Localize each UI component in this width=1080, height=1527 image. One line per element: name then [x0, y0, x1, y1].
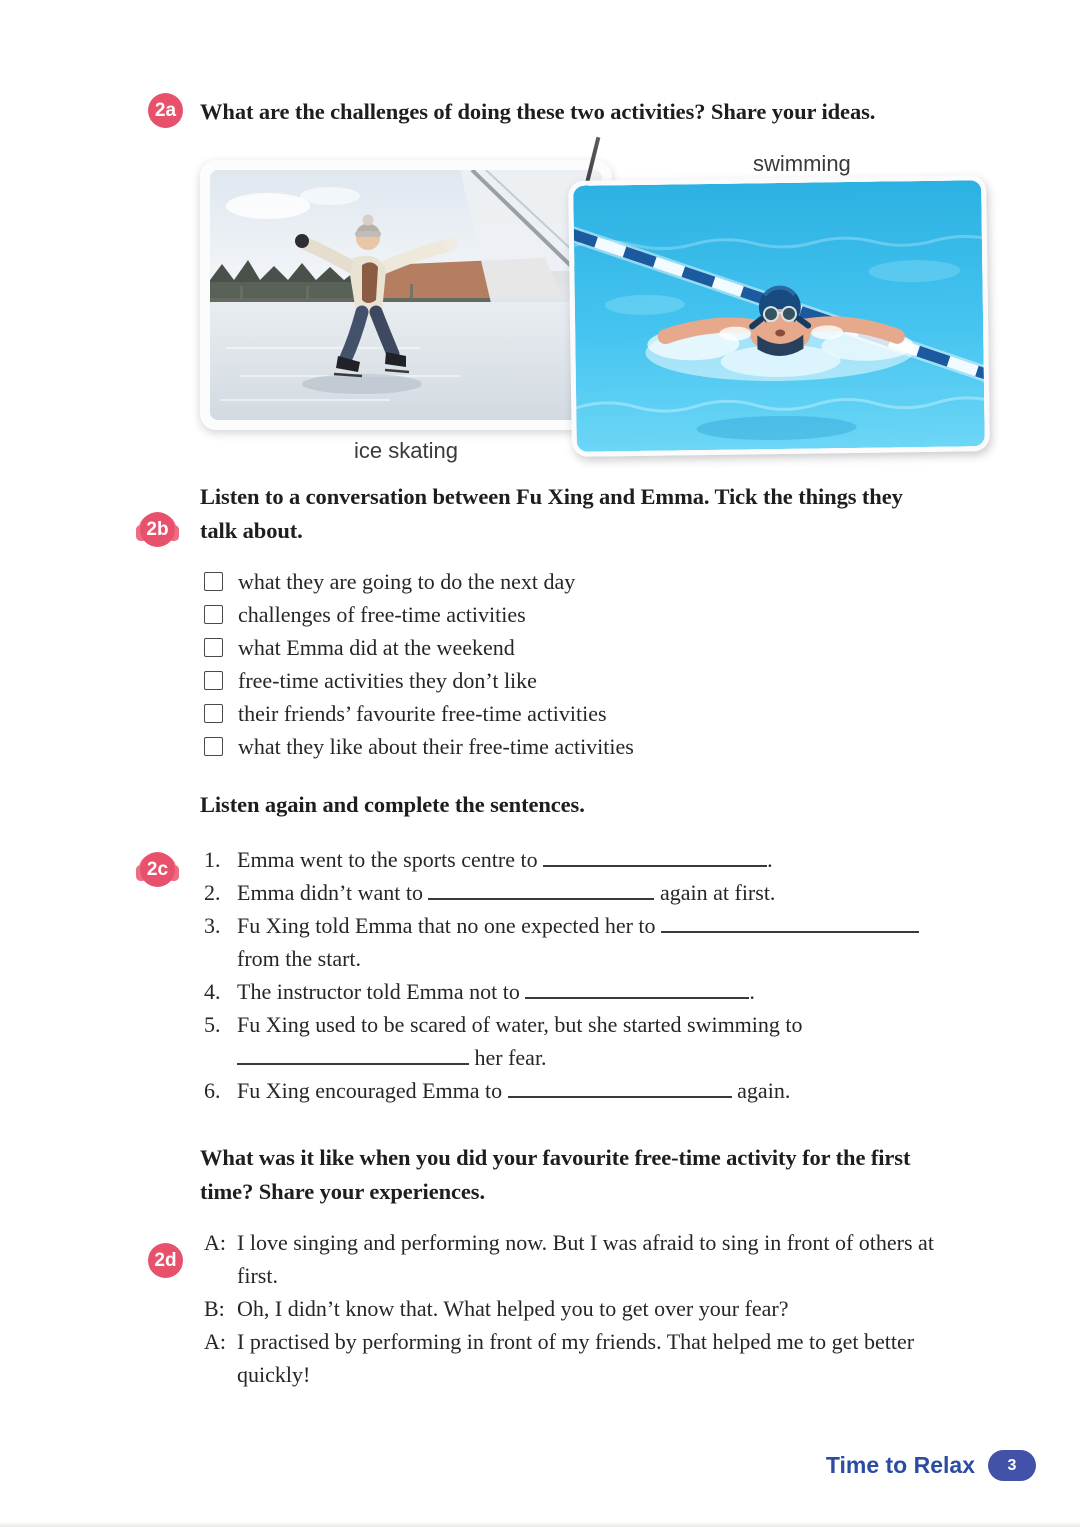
sentence-body [237, 1074, 1017, 1107]
sentence-text: Fu Xing encouraged Emma to [237, 1078, 508, 1103]
section-badge-2b-group [140, 512, 175, 547]
sentence [204, 975, 1017, 1008]
checklist-item [204, 697, 634, 730]
answer-blank [508, 1082, 732, 1098]
section-badge-2b-label: 2b [146, 518, 169, 540]
sentence-body [237, 843, 1017, 876]
checkbox[interactable] [204, 704, 223, 723]
ice-skating-scene [210, 170, 602, 420]
answer-blank [525, 983, 749, 999]
sentence-text: her fear. [469, 1045, 547, 1070]
checkbox[interactable] [204, 671, 223, 690]
checklist [204, 565, 634, 763]
sentence-body [237, 876, 1017, 909]
sentence-text: . [749, 979, 755, 1004]
checkbox[interactable] [204, 737, 223, 756]
section-2b-title-line1: Listen to a conversation between Fu Xing and Emma. Tick the things they [200, 484, 903, 509]
checklist-item-label: what they like about their free-time activities [238, 733, 634, 759]
dialogue-text: I practised by performing in front of my friends. That helped me to get better quickly! [237, 1329, 915, 1387]
section-badge-2c-label: 2c [146, 858, 169, 880]
dialogue-text: Oh, I didn’t know that. What helped you to get over your fear? [237, 1296, 789, 1321]
checklist-item-label: challenges of free-time activities [238, 601, 526, 627]
checklist-item [204, 565, 634, 598]
sentence-text: Emma didn’t want to [237, 880, 429, 905]
sentence-text: again at first. [654, 880, 776, 905]
checkbox[interactable] [204, 638, 223, 657]
page-footer [826, 1450, 1036, 1481]
checklist-item-label: what they are going to do the next day [238, 568, 576, 594]
page-number: 3 [1007, 1456, 1017, 1474]
sentence-text: The instructor told Emma not to [237, 979, 526, 1004]
section-badge-2d [148, 1243, 183, 1278]
section-2d-title-line2: time? Share your experiences. [200, 1179, 485, 1204]
section-2a-title: What are the challenges of doing these two activities? Share your ideas. [200, 99, 876, 124]
section-2b-title-line2: talk about. [200, 518, 303, 543]
dialogue-line [204, 1325, 967, 1391]
section-badge-2d-label: 2d [154, 1249, 177, 1271]
checklist-item-label: what Emma did at the weekend [238, 634, 515, 660]
section-2d-title-line1: What was it like when you did your favourite free-time activity for the first [200, 1145, 911, 1170]
sentence [204, 1074, 1017, 1107]
dialogue-line [204, 1292, 967, 1325]
dialogue-line [204, 1226, 967, 1292]
answer-blank [237, 1049, 469, 1065]
page-number-badge [988, 1450, 1036, 1481]
sentence-number: 1. [204, 847, 221, 872]
checklist-item [204, 598, 634, 631]
sentence-number: 5. [204, 1012, 221, 1037]
sentence-number: 4. [204, 979, 221, 1004]
ice-skating-caption: ice skating [354, 438, 458, 463]
checklist-item [204, 631, 634, 664]
section-2d-title [200, 1141, 990, 1209]
section-badge-2a [148, 93, 183, 128]
section-2c-title: Listen again and complete the sentences. [200, 792, 585, 817]
sentence-text: Emma went to the sports centre to [237, 847, 544, 872]
speaker-label: A: [204, 1230, 226, 1255]
answer-blank [428, 884, 654, 900]
sentence-number: 3. [204, 913, 221, 938]
sentence [204, 876, 1017, 909]
section-2b-title [200, 480, 970, 548]
ice-skating-photo [200, 160, 612, 430]
unit-title: Time to Relax [825, 1452, 975, 1478]
dialogue-text: I love singing and performing now. But I was afraid to sing in front of others at first. [237, 1230, 934, 1288]
sentence-number: 2. [204, 880, 221, 905]
sentence-number: 6. [204, 1078, 221, 1103]
sentence-text: . [767, 847, 773, 872]
sentence-list [204, 843, 1017, 1107]
dialogue [204, 1226, 967, 1391]
speaker-label: B: [204, 1296, 225, 1321]
section-badge-2a-label: 2a [154, 99, 177, 121]
sentence-text: again. [731, 1078, 791, 1103]
section-badge-2b [140, 512, 175, 547]
checkbox[interactable] [204, 572, 223, 591]
swimming-scene [573, 180, 985, 452]
page-bottom-edge [0, 1522, 1080, 1527]
checklist-item-label: their friends’ favourite free-time activities [238, 700, 607, 726]
sentence [204, 909, 1017, 975]
sentence-body [237, 1008, 1017, 1074]
sentence-text: Fu Xing used to be scared of water, but she started swimming to [237, 1012, 803, 1037]
swimming-photo [568, 175, 990, 457]
checklist-item [204, 664, 634, 697]
sentence-body [237, 975, 1017, 1008]
section-badge-2c [140, 852, 175, 887]
sentence [204, 843, 1017, 876]
sentence-text: from the start. [237, 946, 362, 971]
answer-blank [543, 851, 767, 867]
checklist-item-label: free-time activities they don’t like [238, 667, 537, 693]
sentence [204, 1008, 1017, 1074]
checkbox[interactable] [204, 605, 223, 624]
sentence-body [237, 909, 1017, 975]
speaker-label: A: [204, 1329, 226, 1354]
sentence-text: Fu Xing told Emma that no one expected her to [237, 913, 662, 938]
swimming-caption: swimming [753, 151, 851, 176]
checklist-item [204, 730, 634, 763]
answer-blank [661, 917, 919, 933]
section-badge-2c-group [140, 852, 175, 887]
